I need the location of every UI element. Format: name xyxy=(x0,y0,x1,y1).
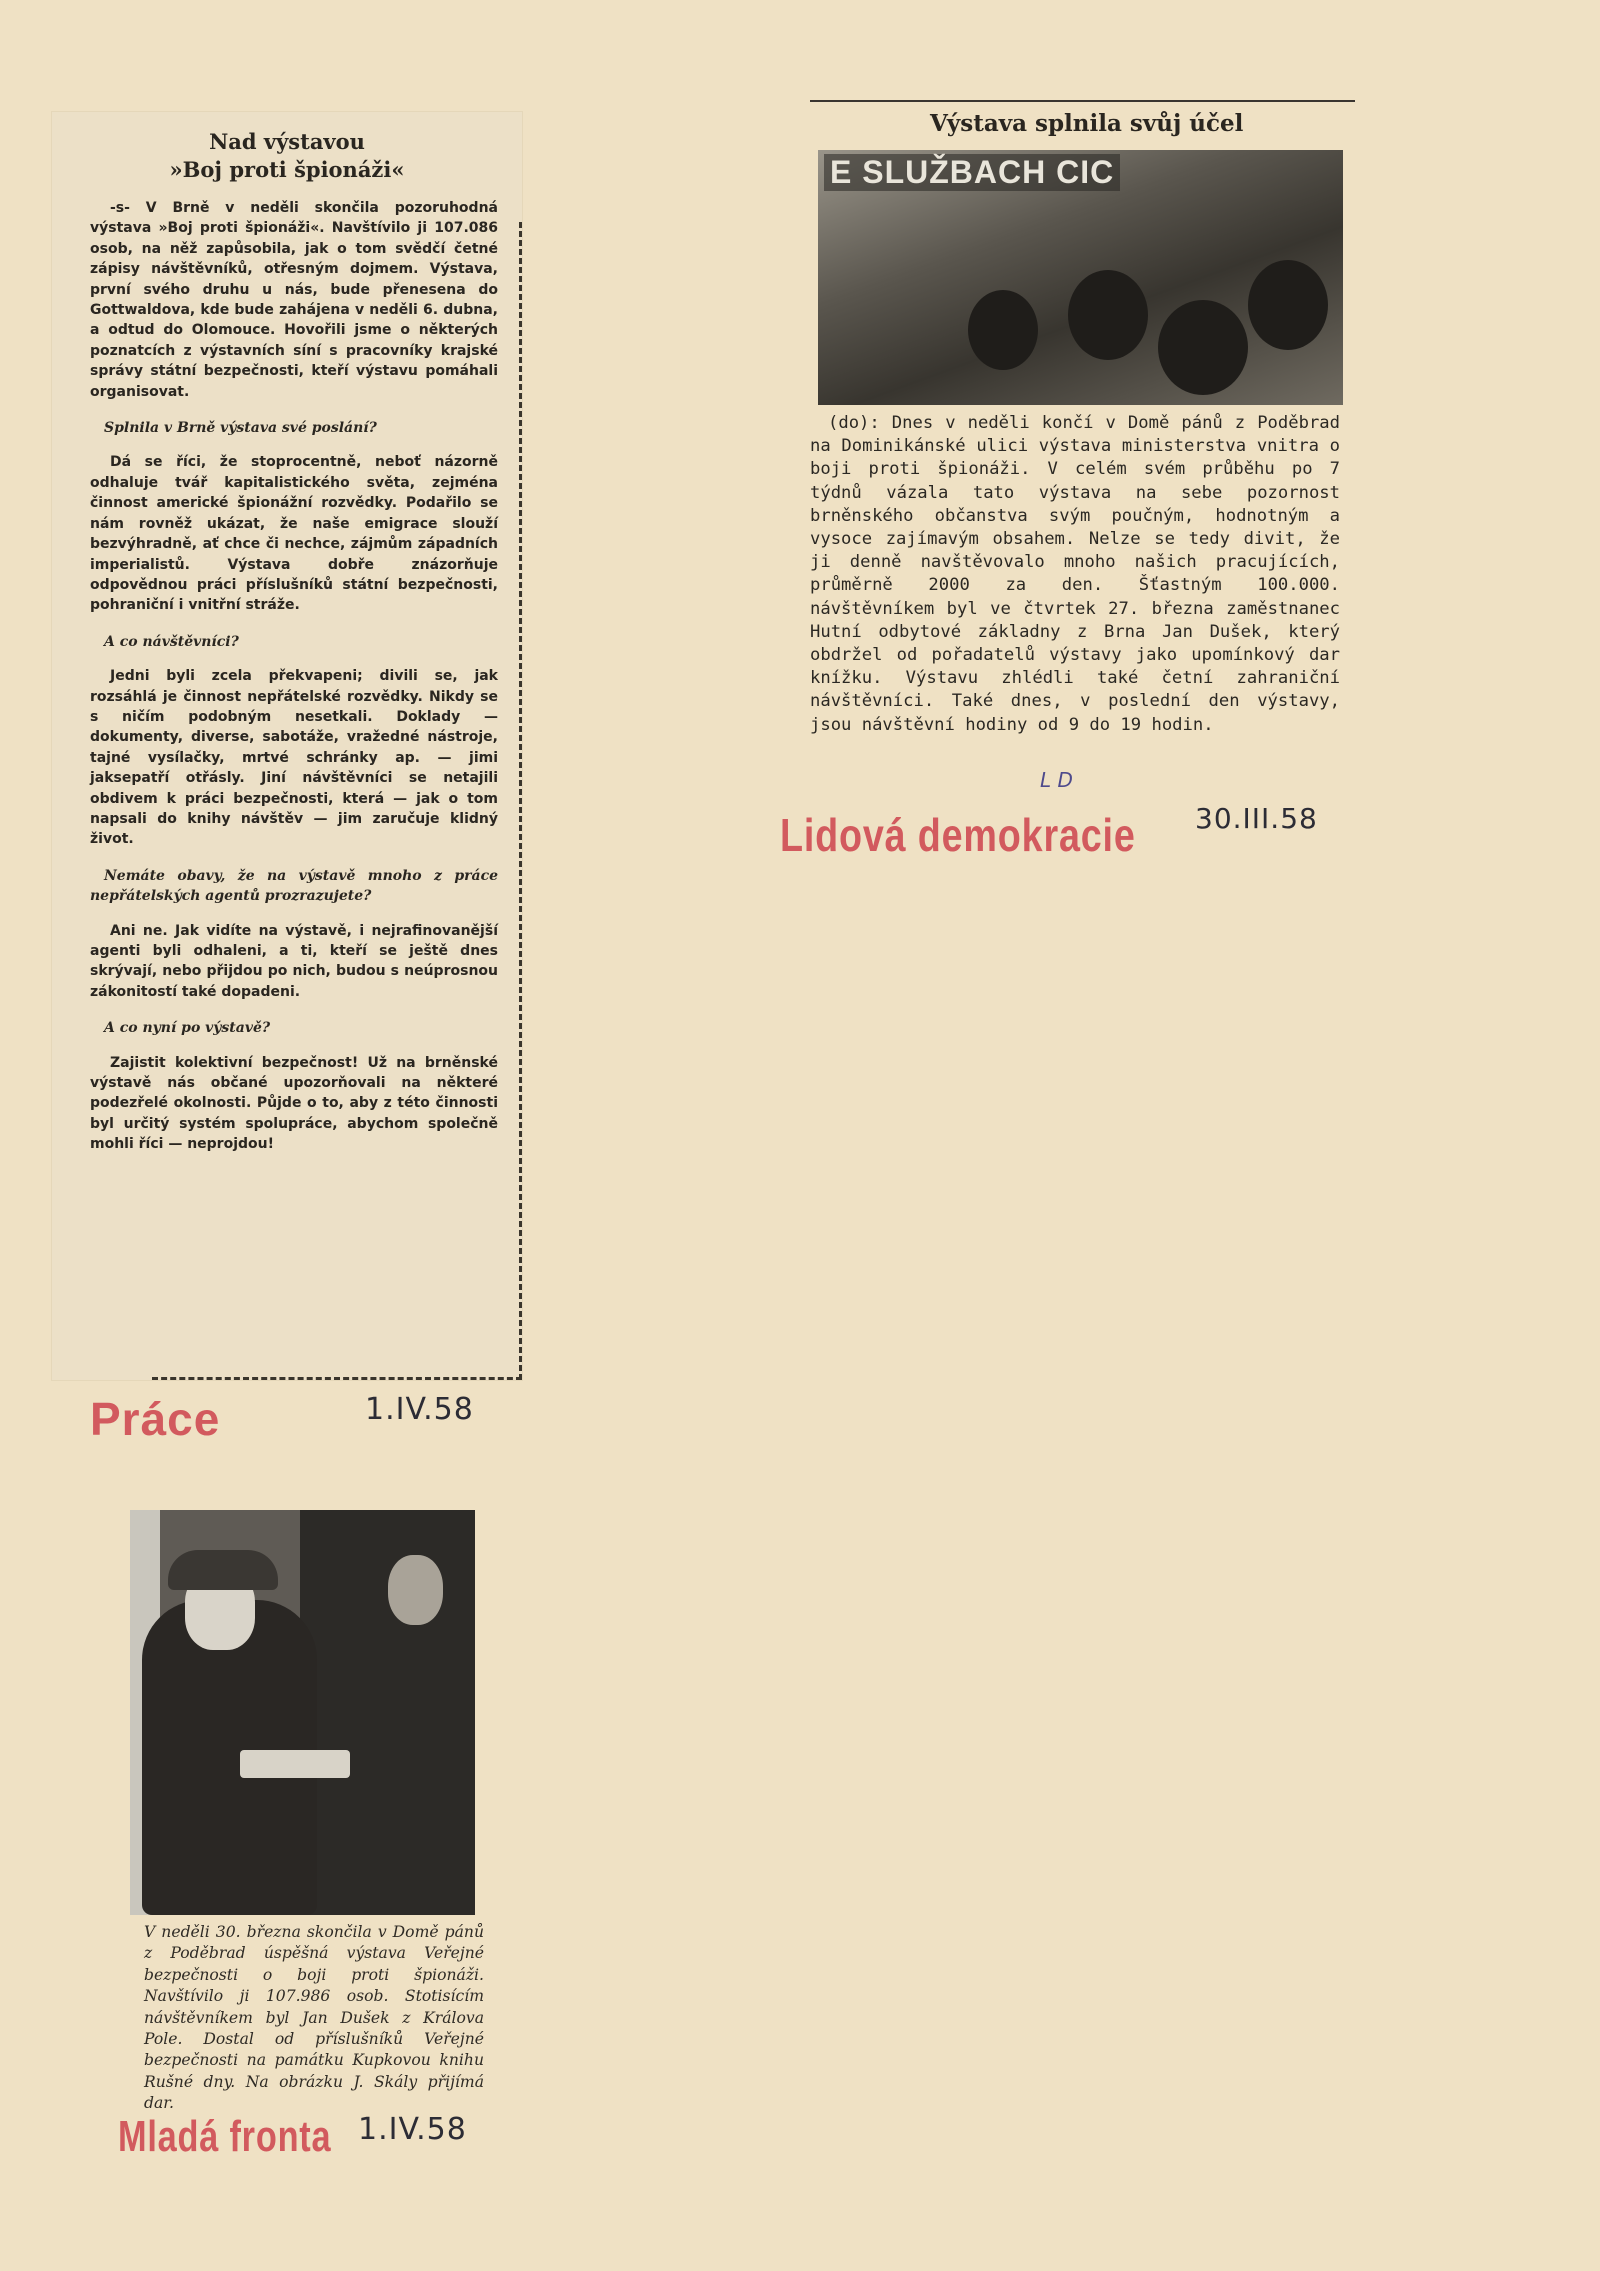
paragraph: Ani ne. Jak vidíte na výstavě, i nejrafinovanější agenti byli odhaleni, a ti, kteří se ještě dnes skrývají, nebo přijdou po nich, budou s neúprosnou zákonitostí také dopadeni. xyxy=(90,922,498,1000)
question: Nemáte obavy, že na výstavě mnoho z práce nepřátelských agentů prozrazujete? xyxy=(90,867,498,905)
article-body xyxy=(52,198,522,1155)
question: Splnila v Brně výstava své poslání? xyxy=(104,420,377,437)
photo-hat xyxy=(168,1550,278,1590)
photo-figure xyxy=(1248,260,1328,350)
title-line-1: Nad výstavou xyxy=(209,129,365,154)
source-stamp-prace: Práce xyxy=(90,1393,221,1445)
photo-figure xyxy=(1158,300,1248,395)
article-title xyxy=(52,128,522,184)
date-mlada: 1.IV.58 xyxy=(358,2112,467,2147)
title-line-2: »Boj proti špionáži« xyxy=(169,157,405,182)
source-stamp-lidova: Lidová demokracie xyxy=(780,809,1136,861)
top-rule xyxy=(810,100,1355,102)
clipping-mlada-fronta xyxy=(120,1500,490,2120)
clipping-prace xyxy=(52,112,522,1380)
article-body xyxy=(810,412,1340,737)
paragraph: Dá se říci, že stoprocentně, neboť názorně odhaluje tvář kapitalistického světa, zejména činnost americké špionážní rozvědky. Podařilo se nám rovněž ukázat, že naše emigrace slouží bezvýhradně, ať chce či nechce, zájmům západních imperialistů. Výstava dobře znázorňuje odpovědnou práci příslušníků státní bezpečnosti, pohraniční i vnitřní stráže. xyxy=(90,454,498,614)
cut-edge-right xyxy=(515,222,522,1380)
paragraph: Jedni byli zcela překvapeni; divili se, jak rozsáhlá je činnost nepřátelské rozvědky. Nikdy se s ničím podobným nesetkali. Doklady — dokumenty, diverse, sabotáže, vražedné nástroje, tajné vysílačky, mrtvé schránky ap. — jimi jaksepatří otřásly. Jiní návštěvníci se netajili obdivem k práci bezpečnosti, která — jak o tom napsali do knihy návštěv — jim zaručuje klidný život. xyxy=(90,668,498,848)
photo-book xyxy=(240,1750,350,1778)
source-stamp-mlada: Mladá fronta xyxy=(118,2112,332,2161)
paragraph: (do): Dnes v neděli končí v Domě pánů z Poděbrad na Dominikánské ulici výstava ministerstva vnitra o boji proti špionáži. V celém svém průběhu po 7 týdnů vázala tato výstava na sebe pozornost brněnského občanstva svým poučným, hodnotným a vysoce zajímavým obsahem. Nelze se tedy divit, že ji denně navštěvovalo mnoho našich pracujících, průměrně 2000 za den. Šťastným 100.000. návštěvníkem byl ve čtvrtek 27. března zaměstnanec Hutní odbytové základny z Brna Jan Dušek, který obdržel od pořadatelů výstavy jako upomínkový dar knížku. Výstavu zhlédli také četní zahraniční návštěvníci. Také dnes, v poslední den výstavy, jsou návštěvní hodiny od 9 do 19 hodin. xyxy=(810,413,1340,735)
date-prace: 1.IV.58 xyxy=(365,1392,474,1427)
clipping-lidova-demokracie xyxy=(810,100,1355,800)
article-title: Výstava splnila svůj účel xyxy=(930,110,1244,137)
photo-face xyxy=(388,1555,443,1625)
cut-edge-bottom xyxy=(152,1377,522,1380)
photo-wall xyxy=(300,1510,475,1915)
news-photo xyxy=(130,1510,475,1915)
photo-caption: V neděli 30. března skončila v Domě pánů z Poděbrad úspěšná výstava Veřejné bezpečnosti o boji proti špionáži. Navštívilo ji 107.986 osob. Stotisícím návštěvníkem byl Jan Dušek z Králova Pole. Dostal od příslušníků Veřejné bezpečnosti na památku Kupkovou knihu Rušné dny. Na obrázku J. Skály přijímá dar. xyxy=(144,1923,484,2113)
handwritten-mark: L D xyxy=(1040,768,1073,792)
photo-figure xyxy=(1068,270,1148,360)
photo-sign: E SLUŽBACH CIC xyxy=(824,154,1120,191)
date-lidova: 30.III.58 xyxy=(1195,802,1318,835)
paragraph: -s- V Brně v neděli skončila pozoruhodná výstava »Boj proti špionáži«. Navštívilo ji 107.086 osob, na něž zapůsobila, jak o tom svědčí četné zápisy návštěvníků, otřesným dojmem. Výstava, první svého druhu u nás, bude přenesena do Gottwaldova, kde bude zahájena v neděli 6. dubna, a odtud do Olomouce. Hovořili jsme o některých poznatcích z výstavních síní s pracovníky krajské správy státní bezpečnosti, kteří výstavu pomáhali organisovat. xyxy=(90,200,498,400)
news-photo xyxy=(818,150,1343,405)
question: A co nyní po výstavě? xyxy=(104,1020,271,1037)
paragraph: Zajistit kolektivní bezpečnost! Už na brněnské výstavě nás občané upozorňovali na některé podezřelé okolnosti. Půjde o to, aby z této činnosti byl určitý systém spolupráce, abychom společně mohli říci — neprojdou! xyxy=(90,1054,498,1153)
photo-figure xyxy=(968,290,1038,370)
question: A co návštěvníci? xyxy=(104,633,239,650)
